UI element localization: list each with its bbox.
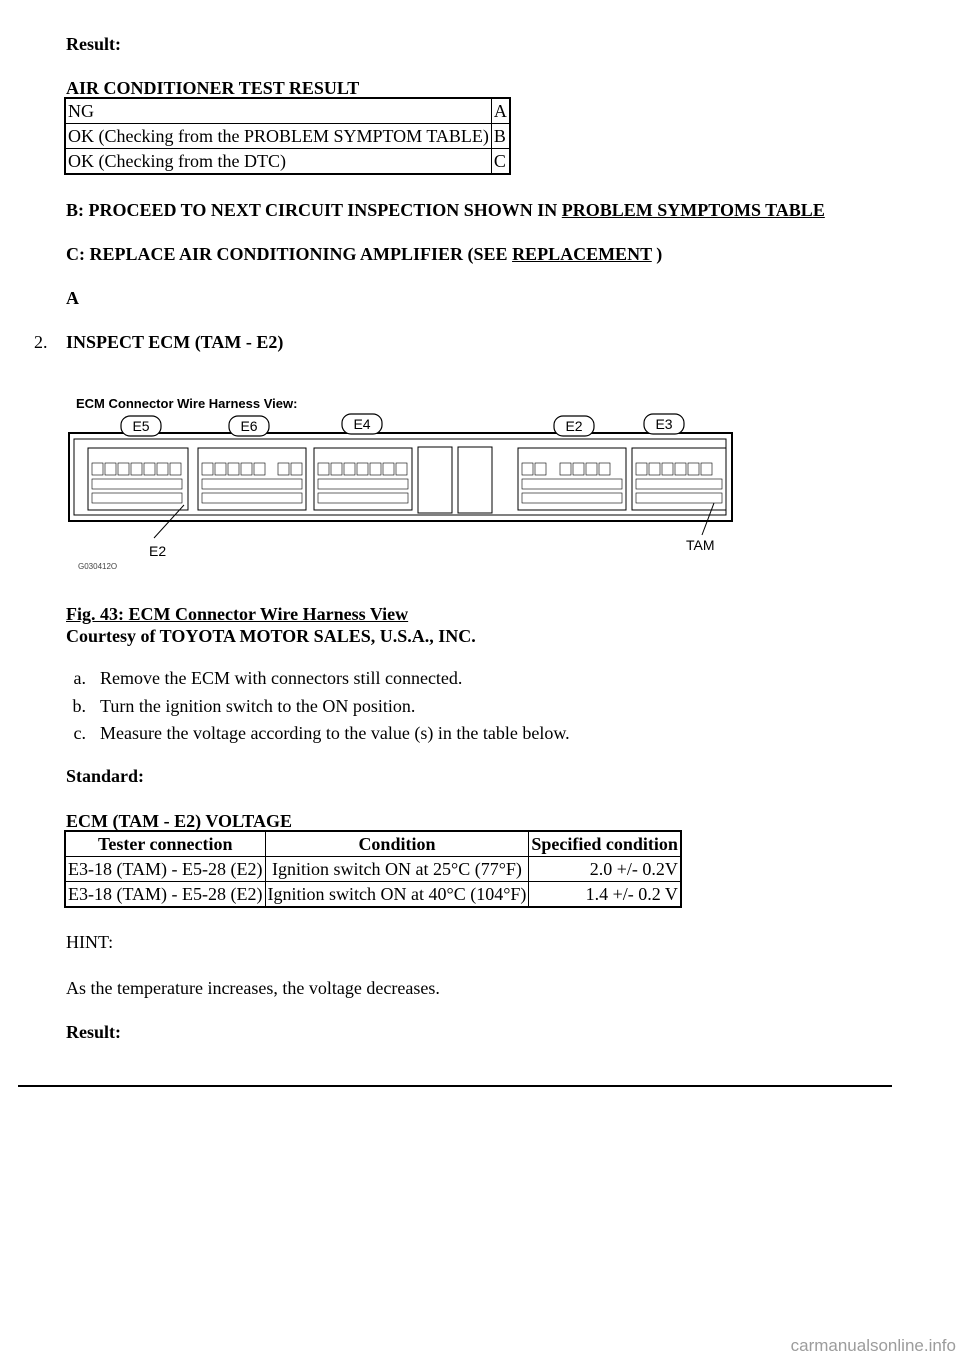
table-cell: B (491, 124, 510, 149)
hint-text: As the temperature increases, the voltage decreases. (66, 978, 440, 998)
list-marker: b. (72, 696, 86, 716)
svg-text:E3: E3 (655, 416, 673, 432)
standard-label: Standard: (66, 766, 145, 786)
callout-tam: TAM (686, 537, 715, 553)
problem-symptoms-table-link[interactable]: PROBLEM SYMPTOMS TABLE (561, 200, 825, 220)
list-text: Turn the ignition switch to the ON position. (100, 696, 416, 716)
table-header: Specified condition (529, 831, 681, 857)
figure-code: G030412O (78, 562, 118, 571)
list-marker: c. (73, 723, 86, 743)
diagram-title: ECM Connector Wire Harness View: (76, 396, 298, 411)
table-row (65, 124, 510, 149)
table-cell: OK (Checking from the DTC) (65, 149, 491, 175)
table-cell: E3-18 (TAM) - E5-28 (E2) (65, 857, 265, 882)
result-label-bottom: Result: (66, 1022, 121, 1042)
table-cell: 2.0 +/- 0.2V (529, 857, 681, 882)
table-cell: E3-18 (TAM) - E5-28 (E2) (65, 882, 265, 908)
section-title: INSPECT ECM (TAM - E2) (66, 332, 284, 352)
table-row (65, 98, 510, 124)
connector-label-e6 (229, 416, 269, 436)
blank-slot-2 (458, 447, 492, 513)
list-text: Measure the voltage according to the value (s) in the table below. (100, 723, 570, 743)
connector-label-e5 (121, 416, 161, 436)
connector-label-e2 (554, 416, 594, 436)
figure-caption[interactable] (66, 603, 408, 625)
callout-e2: E2 (149, 543, 167, 559)
table-cell: Ignition switch ON at 25°C (77°F) (265, 857, 529, 882)
ecm-housing (69, 433, 732, 521)
section-number: 2. (34, 332, 48, 352)
table-cell: Ignition switch ON at 40°C (104°F) (265, 882, 529, 908)
ecm-voltage-table (64, 830, 682, 908)
list-item (64, 695, 415, 717)
ecm-table-title: ECM (TAM - E2) VOLTAGE (66, 811, 292, 831)
table-cell: A (491, 98, 510, 124)
connector-label-e4 (342, 414, 382, 434)
step-c-text (66, 243, 662, 265)
figure-caption-link[interactable]: Fig. 43: ECM Connector Wire Harness View (66, 604, 409, 624)
table-cell: OK (Checking from the PROBLEM SYMPTOM TABLE) (65, 124, 491, 149)
figure-courtesy: Courtesy of TOYOTA MOTOR SALES, U.S.A., INC. (66, 626, 476, 646)
table-cell: NG (65, 98, 491, 124)
svg-text:E5: E5 (132, 418, 150, 434)
svg-text:E6: E6 (240, 418, 258, 434)
footer-divider (18, 1085, 892, 1087)
ecm-connector-diagram (66, 383, 746, 573)
svg-text:E2: E2 (565, 418, 583, 434)
table-row (65, 882, 681, 908)
list-item (64, 722, 570, 744)
tam-callout-line (702, 503, 714, 535)
replacement-link[interactable]: REPLACEMENT (512, 244, 652, 264)
table-row (65, 149, 510, 175)
table-cell: C (491, 149, 510, 175)
step-c-suffix: ) (651, 244, 663, 264)
list-text: Remove the ECM with connectors still connected. (100, 668, 463, 688)
step-b-prefix: B: PROCEED TO NEXT CIRCUIT INSPECTION SHOWN IN (66, 200, 562, 220)
table-header: Condition (265, 831, 529, 857)
connector-label-e3 (644, 414, 684, 434)
hint-label: HINT: (66, 932, 114, 952)
watermark: carmanualsonline.info (790, 1336, 956, 1355)
step-c-prefix: C: REPLACE AIR CONDITIONING AMPLIFIER (SEE (66, 244, 513, 264)
step-b-text (66, 199, 825, 221)
ac-table-title: AIR CONDITIONER TEST RESULT (66, 78, 360, 98)
ac-test-result-table (64, 97, 511, 175)
table-header: Tester connection (65, 831, 265, 857)
list-marker: a. (73, 668, 86, 688)
table-cell: 1.4 +/- 0.2 V (529, 882, 681, 908)
table-header-row (65, 831, 681, 857)
svg-text:E4: E4 (353, 416, 371, 432)
result-label-top: Result: (66, 34, 121, 54)
table-row (65, 857, 681, 882)
list-item (64, 667, 462, 689)
blank-slot-1 (418, 447, 452, 513)
step-a-text: A (66, 288, 79, 308)
section-2-heading (34, 331, 283, 353)
